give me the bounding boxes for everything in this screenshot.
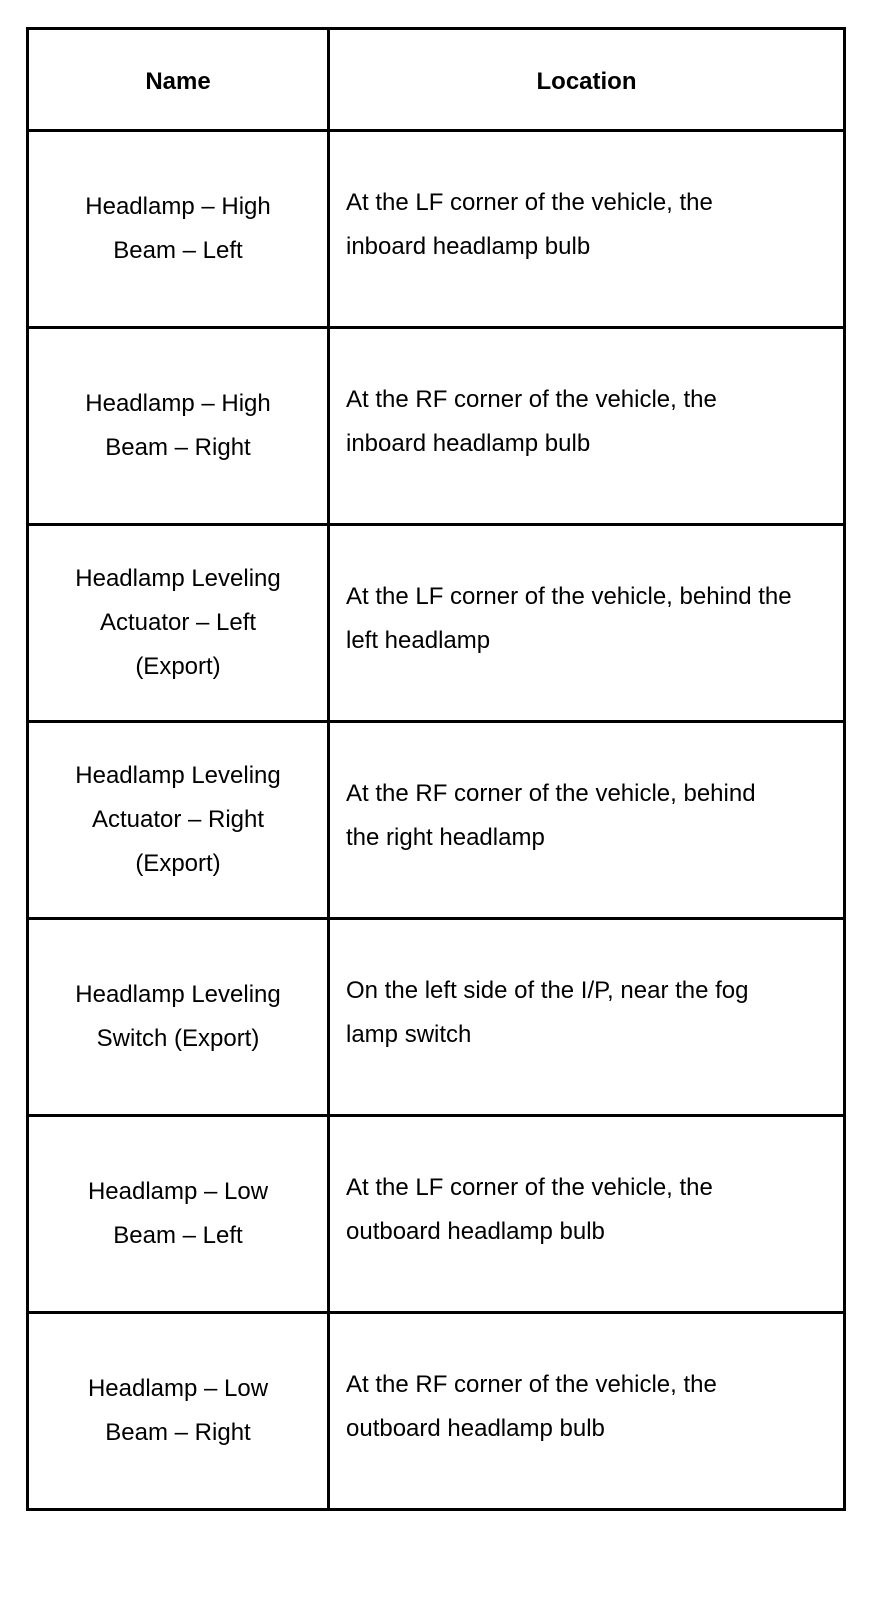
location-text: At the LF corner of the vehicle, behind the left headlamp	[346, 583, 792, 654]
location-cell	[329, 525, 845, 722]
table-row	[28, 1116, 845, 1313]
location-cell	[329, 1313, 845, 1510]
location-text: At the RF corner of the vehicle, the outboard headlamp bulb	[346, 1371, 717, 1442]
location-cell	[329, 919, 845, 1116]
name-cell	[28, 328, 329, 525]
column-header-location: Location	[329, 29, 845, 131]
name-cell	[28, 1313, 329, 1510]
location-text: At the LF corner of the vehicle, the inboard headlamp bulb	[346, 189, 713, 260]
location-cell	[329, 1116, 845, 1313]
table-row	[28, 1313, 845, 1510]
name-text: Headlamp Leveling Actuator – Left (Export)	[75, 565, 281, 680]
name-cell	[28, 919, 329, 1116]
table-row	[28, 919, 845, 1116]
component-location-table	[26, 27, 846, 1511]
table-row	[28, 525, 845, 722]
name-text: Headlamp – Low Beam – Left	[87, 1178, 269, 1249]
location-cell	[329, 131, 845, 328]
location-cell	[329, 328, 845, 525]
header-row	[28, 29, 845, 131]
location-text: At the RF corner of the vehicle, behind the right headlamp	[346, 780, 756, 851]
name-cell	[28, 1116, 329, 1313]
table-row	[28, 722, 845, 919]
table-body	[28, 131, 845, 1510]
name-text: Headlamp – High Beam – Left	[85, 193, 271, 264]
name-cell	[28, 131, 329, 328]
name-text: Headlamp – High Beam – Right	[85, 390, 271, 461]
name-text: Headlamp Leveling Actuator – Right (Export)	[75, 762, 281, 877]
name-text: Headlamp Leveling Switch (Export)	[75, 981, 281, 1052]
table-row	[28, 131, 845, 328]
location-text: At the RF corner of the vehicle, the inboard headlamp bulb	[346, 386, 717, 457]
name-cell	[28, 722, 329, 919]
name-text: Headlamp – Low Beam – Right	[87, 1375, 269, 1446]
location-text: On the left side of the I/P, near the fog lamp switch	[346, 977, 749, 1048]
location-text: At the LF corner of the vehicle, the outboard headlamp bulb	[346, 1174, 713, 1245]
location-cell	[329, 722, 845, 919]
table-row	[28, 328, 845, 525]
table-header	[28, 29, 845, 131]
name-cell	[28, 525, 329, 722]
column-header-name: Name	[28, 29, 329, 131]
